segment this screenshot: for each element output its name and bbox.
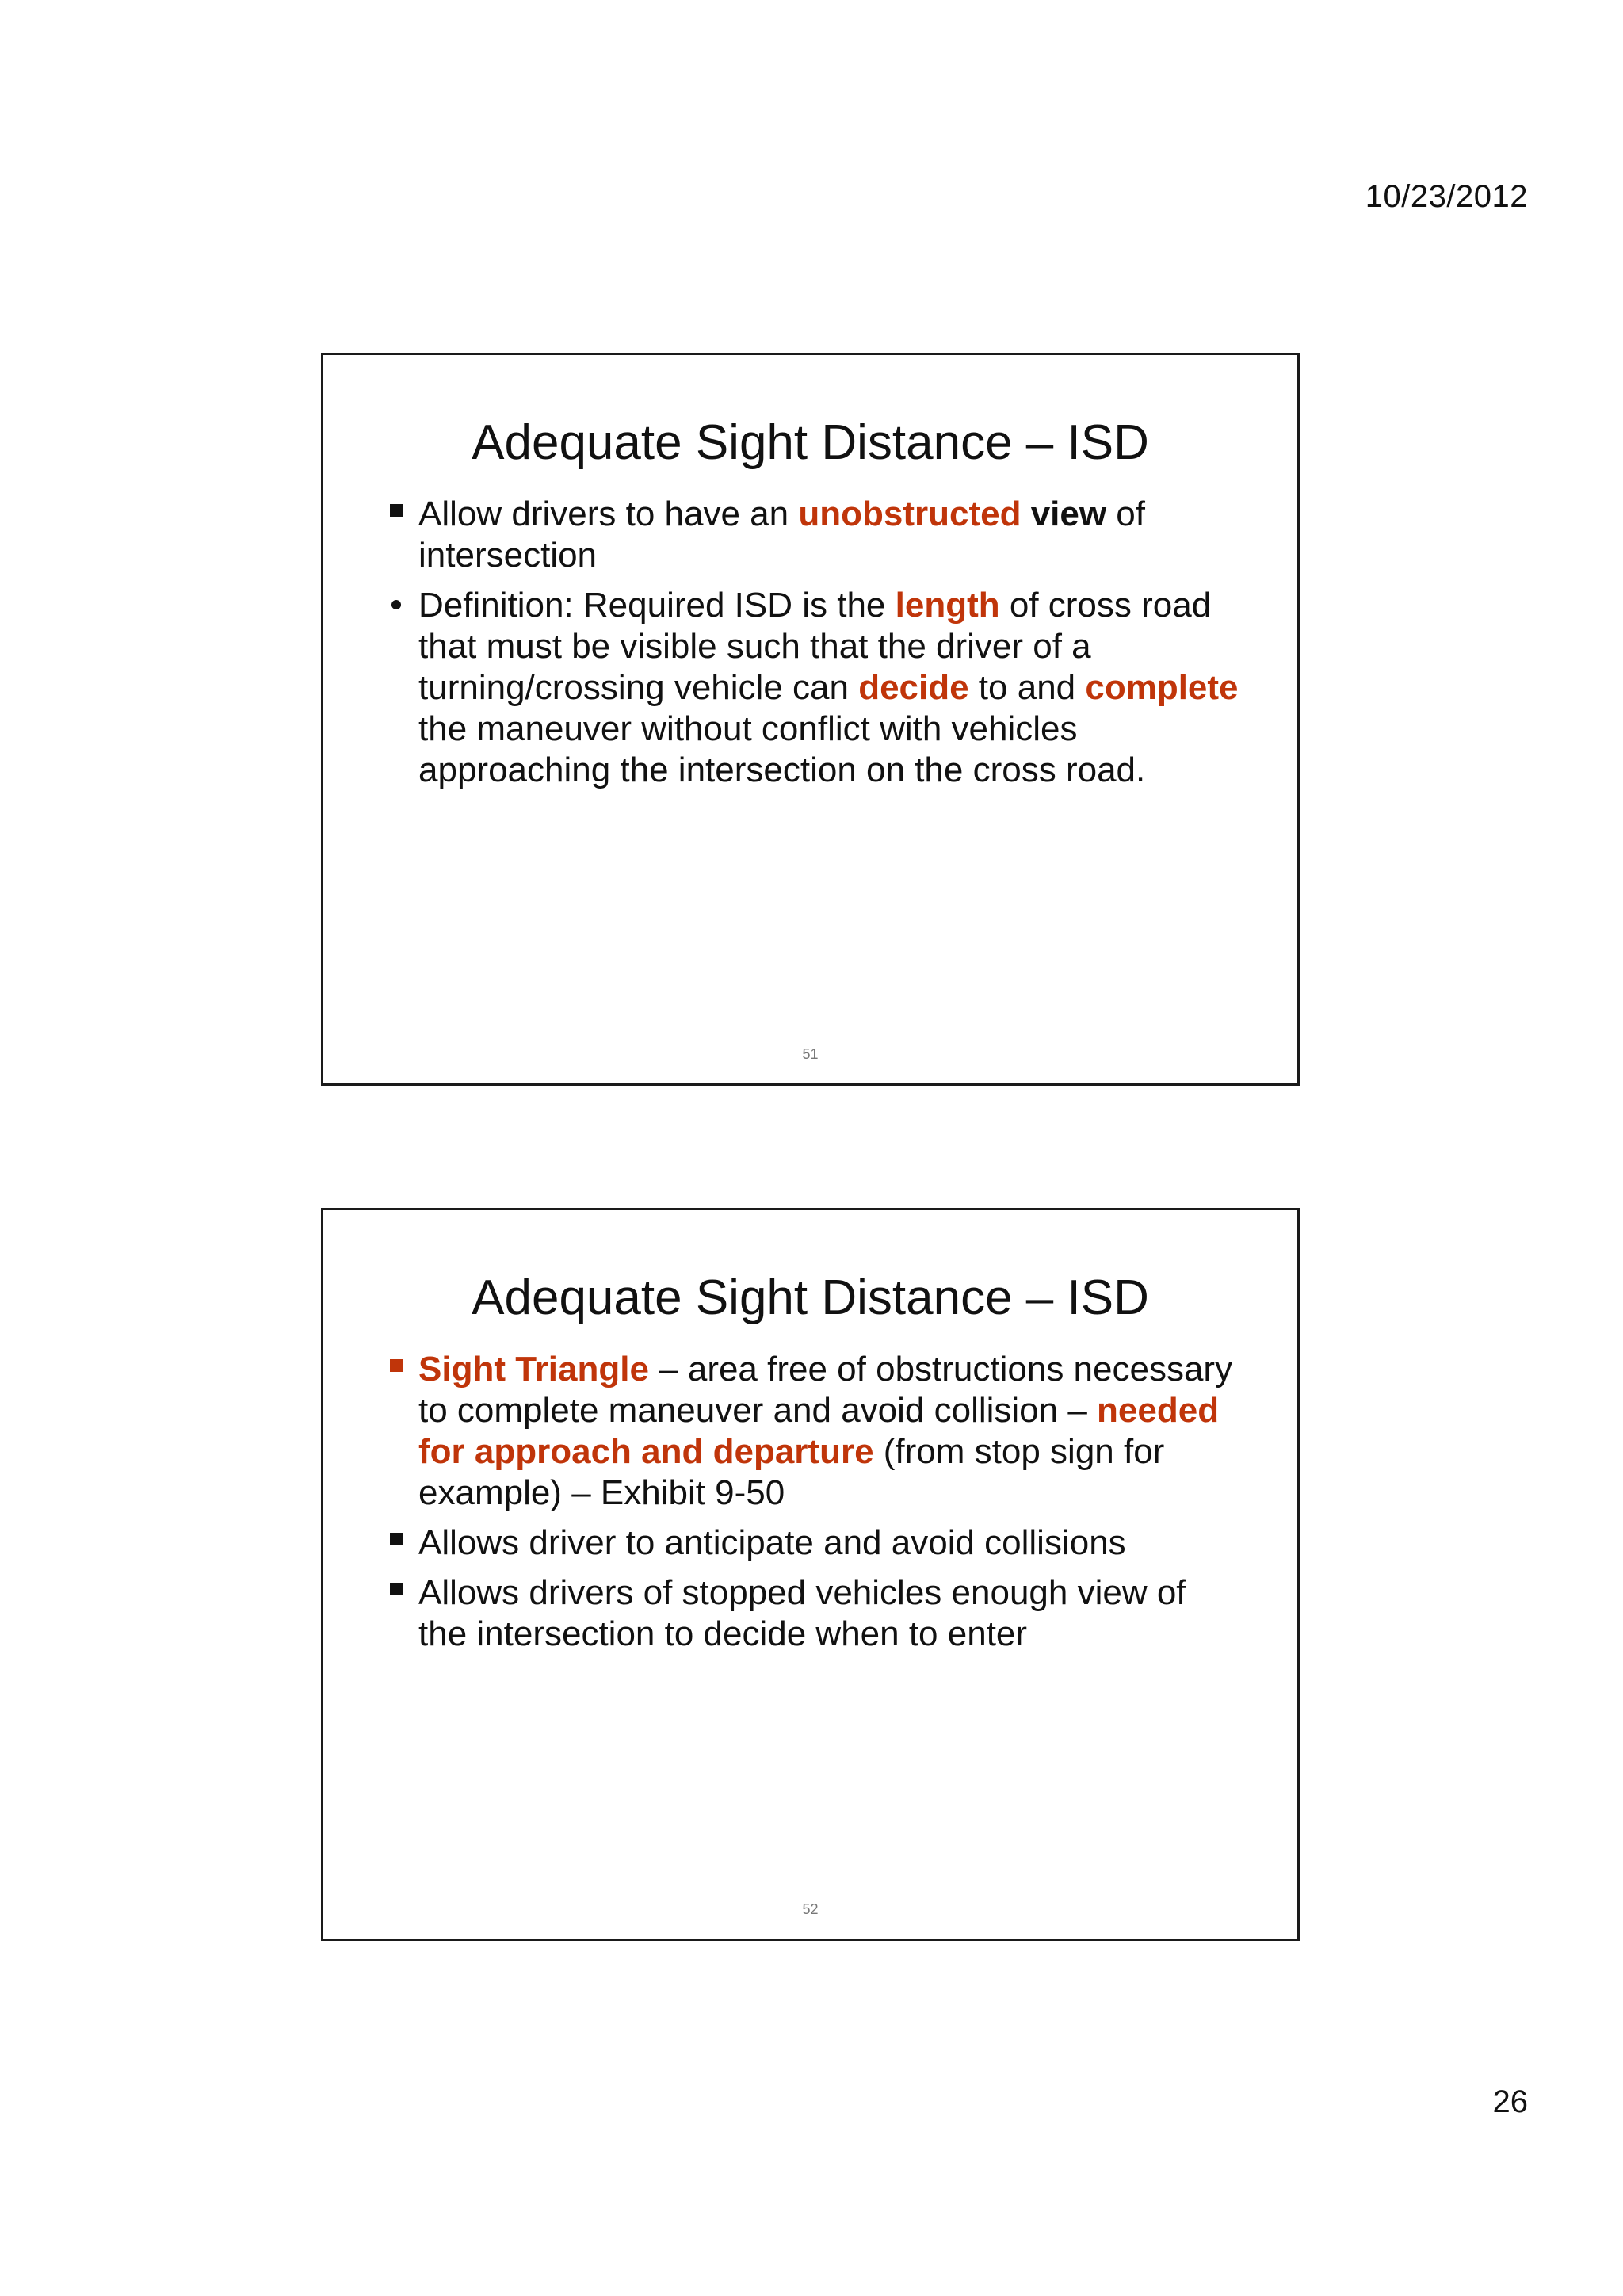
bullet-text: Allows driver to anticipate and avoid collisions	[418, 1523, 1126, 1562]
bullet-list	[418, 494, 1243, 800]
square-bullet-icon	[387, 1572, 406, 1614]
square-bullet-icon	[387, 1349, 406, 1390]
bullet-item	[418, 1522, 1243, 1564]
slide-number: 52	[802, 1901, 819, 1917]
slide-title: Adequate Sight Distance – ISD	[472, 1270, 1149, 1325]
slide-52	[321, 1208, 1300, 1941]
bullet-text: Allows drivers of stopped vehicles enough view of the intersection to decide when to enter	[418, 1573, 1186, 1653]
bullet-text: Definition: Required ISD is the length of cross road that must be visible such that the driver of a turning/crossing vehicle can decide to and complete the maneuver without conflict with vehicles approaching the intersection on the cross road.	[418, 586, 1239, 789]
page-date: 10/23/2012	[1365, 179, 1528, 214]
highlight-text: unobstructed	[798, 495, 1022, 533]
bullet-item	[418, 1349, 1243, 1514]
slide-51	[321, 353, 1300, 1086]
round-bullet-icon	[387, 585, 406, 626]
square-bullet-icon	[387, 494, 406, 535]
highlight-text: decide	[858, 668, 969, 707]
highlight-text: complete	[1085, 668, 1239, 707]
bullet-item	[418, 585, 1243, 791]
slide-number: 51	[802, 1046, 819, 1062]
bold-text: view	[1030, 495, 1107, 533]
bullet-text: Sight Triangle – area free of obstructions necessary to complete maneuver and avoid collision – needed for approach and departure (from stop sign for example) – Exhibit 9-50	[418, 1350, 1233, 1512]
highlight-text: Sight Triangle	[418, 1350, 649, 1389]
highlight-text: length	[895, 586, 1000, 625]
slide-title: Adequate Sight Distance – ISD	[472, 415, 1149, 470]
page-number: 26	[1492, 2084, 1528, 2119]
bullet-item	[418, 494, 1243, 576]
bullet-list	[418, 1349, 1243, 1664]
bullet-text: Allow drivers to have an unobstructed view of intersection	[418, 495, 1145, 575]
highlight-text: needed for approach and departure	[418, 1391, 1220, 1471]
bullet-item	[418, 1572, 1243, 1655]
square-bullet-icon	[387, 1522, 406, 1564]
